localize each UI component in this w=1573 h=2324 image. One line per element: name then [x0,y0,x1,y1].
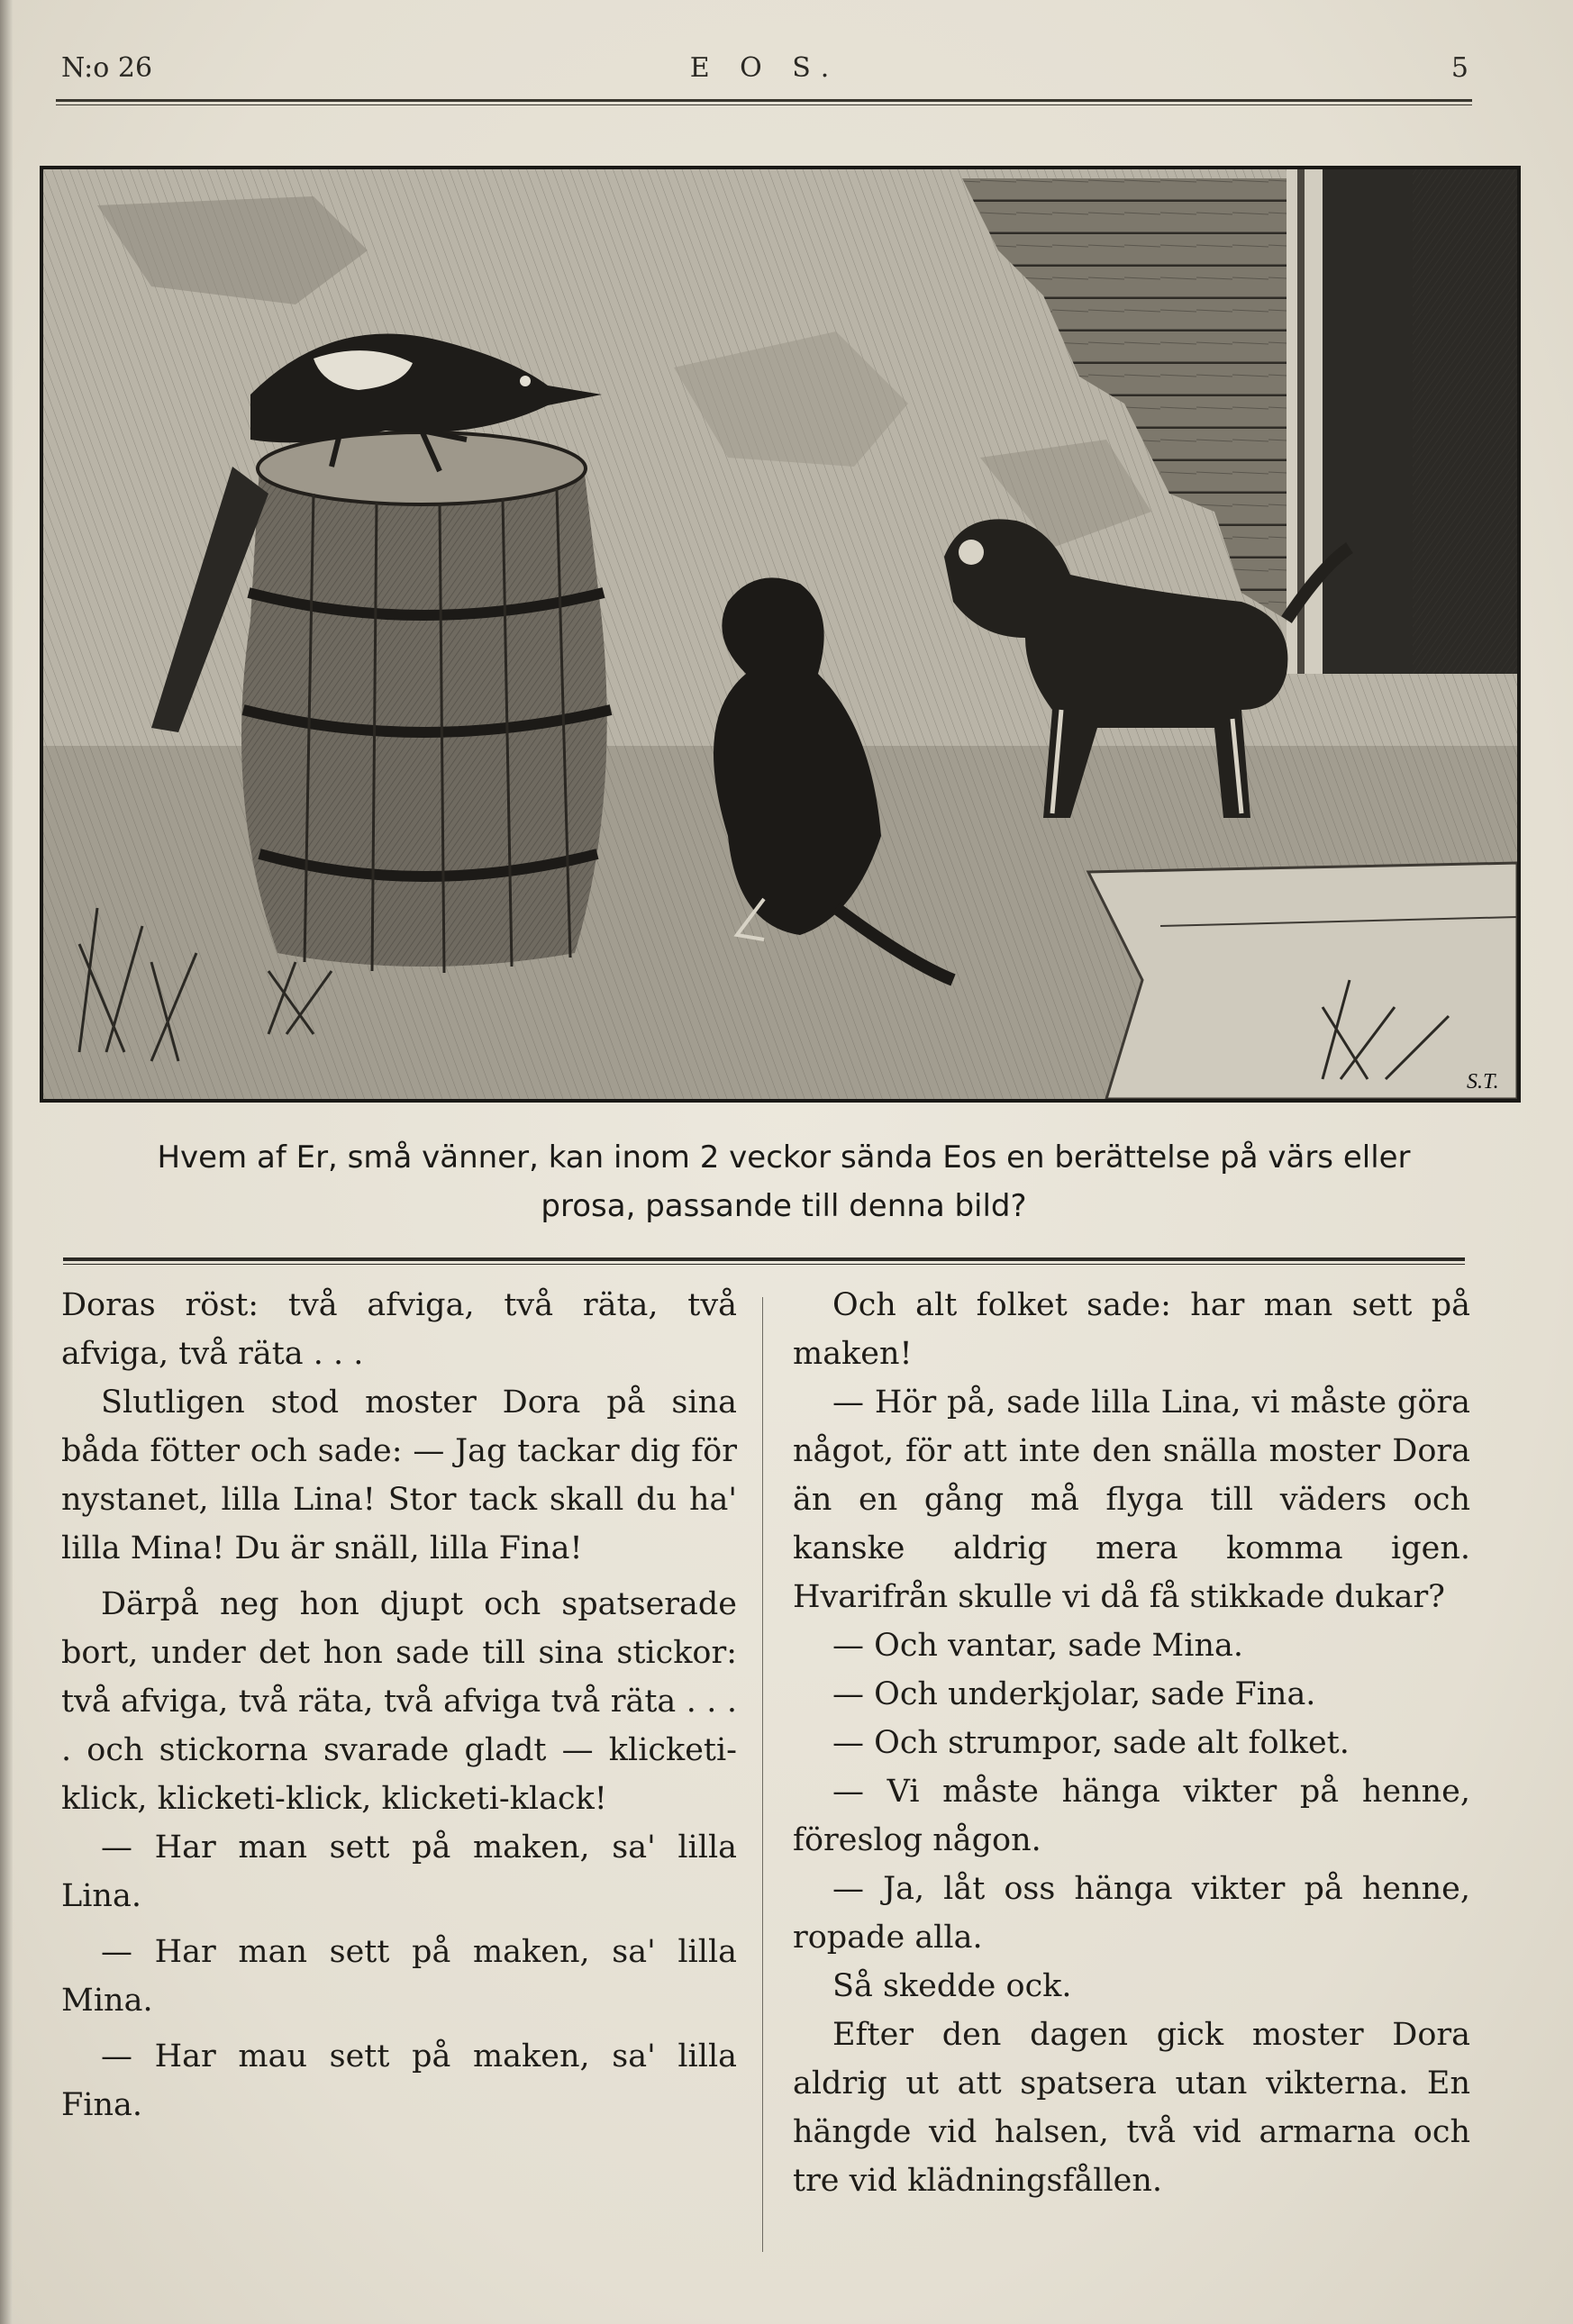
paragraph: Därpå neg hon djupt och spatserade bort, under det hon sade till sina stickor: två afviga, två räta, två afviga två räta . . . . och stickorna svarade gladt — klicketi-klick, klicketi-klick, klicketi-klack! [61,1586,737,1817]
issue-number: N:o 26 [61,52,153,84]
magpie-puppies-barrel-scene [43,169,1517,1099]
dialog-line: — Och strumpor, sade alt folket. [832,1725,1350,1761]
column-divider [762,1297,763,2252]
dialog-line: — Och underkjolar, sade Fina. [832,1676,1316,1712]
illustration-caption [117,1133,1450,1230]
journal-title: E O S. [689,52,841,84]
caption-line-1: Hvem af Er, små vänner, kan inom 2 veckor sända Eos en berättelse på värs eller [157,1139,1411,1176]
artist-signature: S.T. [1467,1070,1499,1094]
page-header [61,52,1468,88]
paragraph: Efter den dagen gick moster Dora aldrig ut att spatsera utan vikterna. En hängde vid halsen, två vid armarna och tre vid klädningsfållen. [793,2017,1470,2199]
engraving-illustration [40,166,1521,1103]
paragraph: Doras röst: två afviga, två räta, två afviga, två räta . . . [61,1287,737,1372]
dialog-line: — Och vantar, sade Mina. [832,1628,1243,1664]
right-text-column [793,1281,1470,2205]
caption-rule [63,1257,1465,1265]
barrel [241,432,611,973]
dialog-line: — Ja, låt oss hänga vikter på henne, ropade alla. [793,1871,1470,1956]
header-rule [56,99,1472,105]
dialog-line: — Har man sett på maken, sa' lilla Lina. [61,1829,737,1914]
paragraph: Slutligen stod moster Dora på sina båda fötter och sade: — Jag tackar dig för nystanet, lilla Lina! Stor tack skall du ha' lilla Mina! Du är snäll, lilla Fina! [61,1384,737,1566]
left-text-column [61,1281,737,2129]
paragraph: Så skedde ock. [832,1968,1072,2004]
dialog-line: — Har man sett på maken, sa' lilla Mina. [61,1934,737,2019]
caption-line-2: prosa, passande till denna bild? [541,1188,1027,1224]
dialog-line: — Har mau sett på maken, sa' lilla Fina. [61,2038,737,2123]
page-number: 5 [1450,52,1468,84]
paragraph: Och alt folket sade: har man sett på maken! [793,1287,1470,1372]
dialog-line: — Hör på, sade lilla Lina, vi måste göra något, för att inte den snälla moster Dora än en gång må flyga till väders och kanske aldrig mera komma igen. Hvarifrån skulle vi då få stikkade dukar? [793,1384,1470,1615]
dialog-line: — Vi måste hänga vikter på henne, föreslog någon. [793,1774,1470,1858]
